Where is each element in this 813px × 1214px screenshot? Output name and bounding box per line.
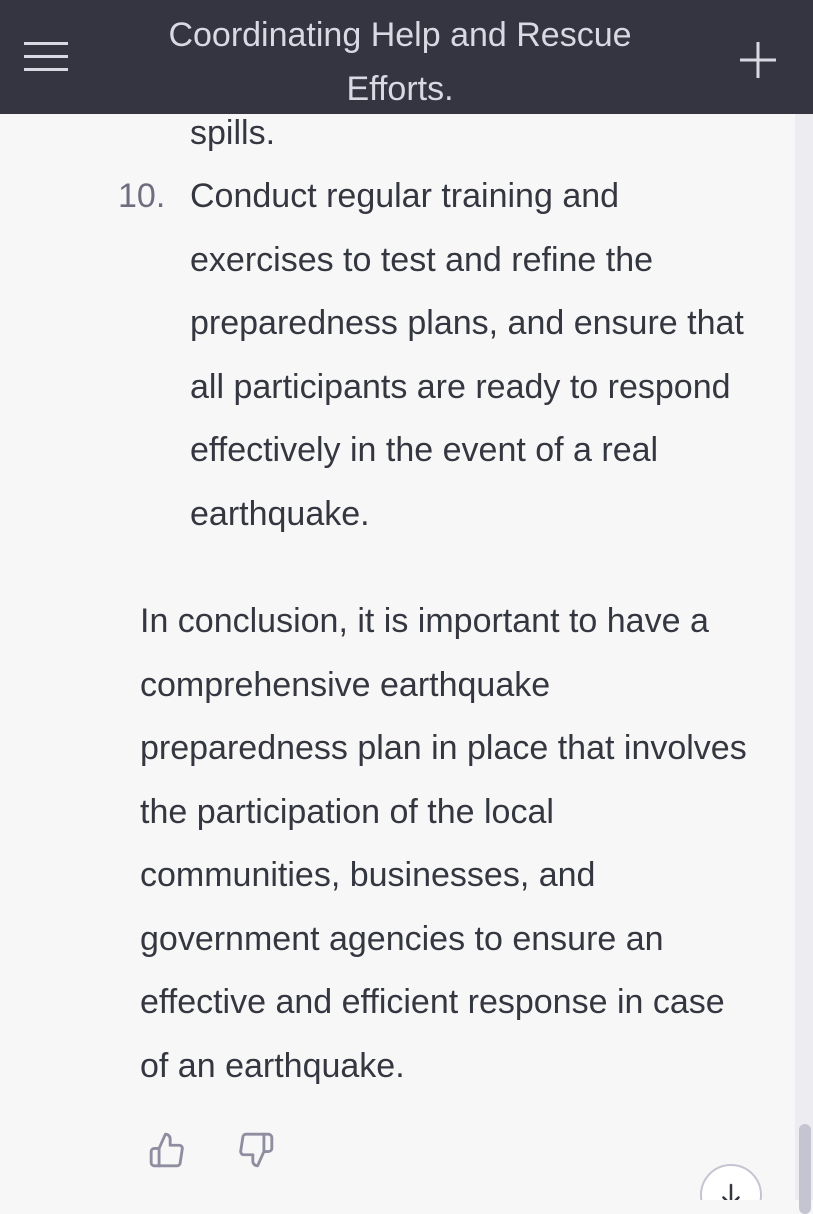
new-chat-button[interactable]: [722, 30, 794, 90]
arrow-down-icon: [716, 1180, 746, 1200]
feedback-actions: [145, 1128, 278, 1172]
scroll-to-bottom-button[interactable]: [700, 1164, 762, 1200]
conclusion-paragraph: In conclusion, it is important to have a comprehensive earthquake preparedness plan in place that involves the participation of the local communities, businesses, and government agencies to ensure an effective and efficient response in case of an earthquake.: [140, 602, 747, 1085]
thumbs-down-icon: [237, 1131, 275, 1169]
hamburger-menu-icon: [22, 38, 70, 74]
list-item-text: Conduct regular training and exercises to test and refine the preparedness plans, and ensure that all participants are ready to respond effectively in the event of a real earthquake.: [190, 177, 744, 533]
like-button[interactable]: [145, 1128, 189, 1172]
previous-item-tail: spills.: [190, 114, 276, 152]
top-bar: [0, 0, 813, 114]
thumbs-up-icon: [148, 1131, 186, 1169]
plus-icon: [738, 40, 778, 80]
scrollbar-thumb[interactable]: [799, 1124, 811, 1214]
conversation-title: Coordinating Help and Rescue Efforts.: [168, 16, 632, 108]
message-content: [0, 114, 795, 1200]
dislike-button[interactable]: [234, 1128, 278, 1172]
menu-button[interactable]: [14, 30, 78, 82]
list-item-number: 10.: [118, 177, 166, 215]
scrollbar[interactable]: [795, 114, 813, 1200]
